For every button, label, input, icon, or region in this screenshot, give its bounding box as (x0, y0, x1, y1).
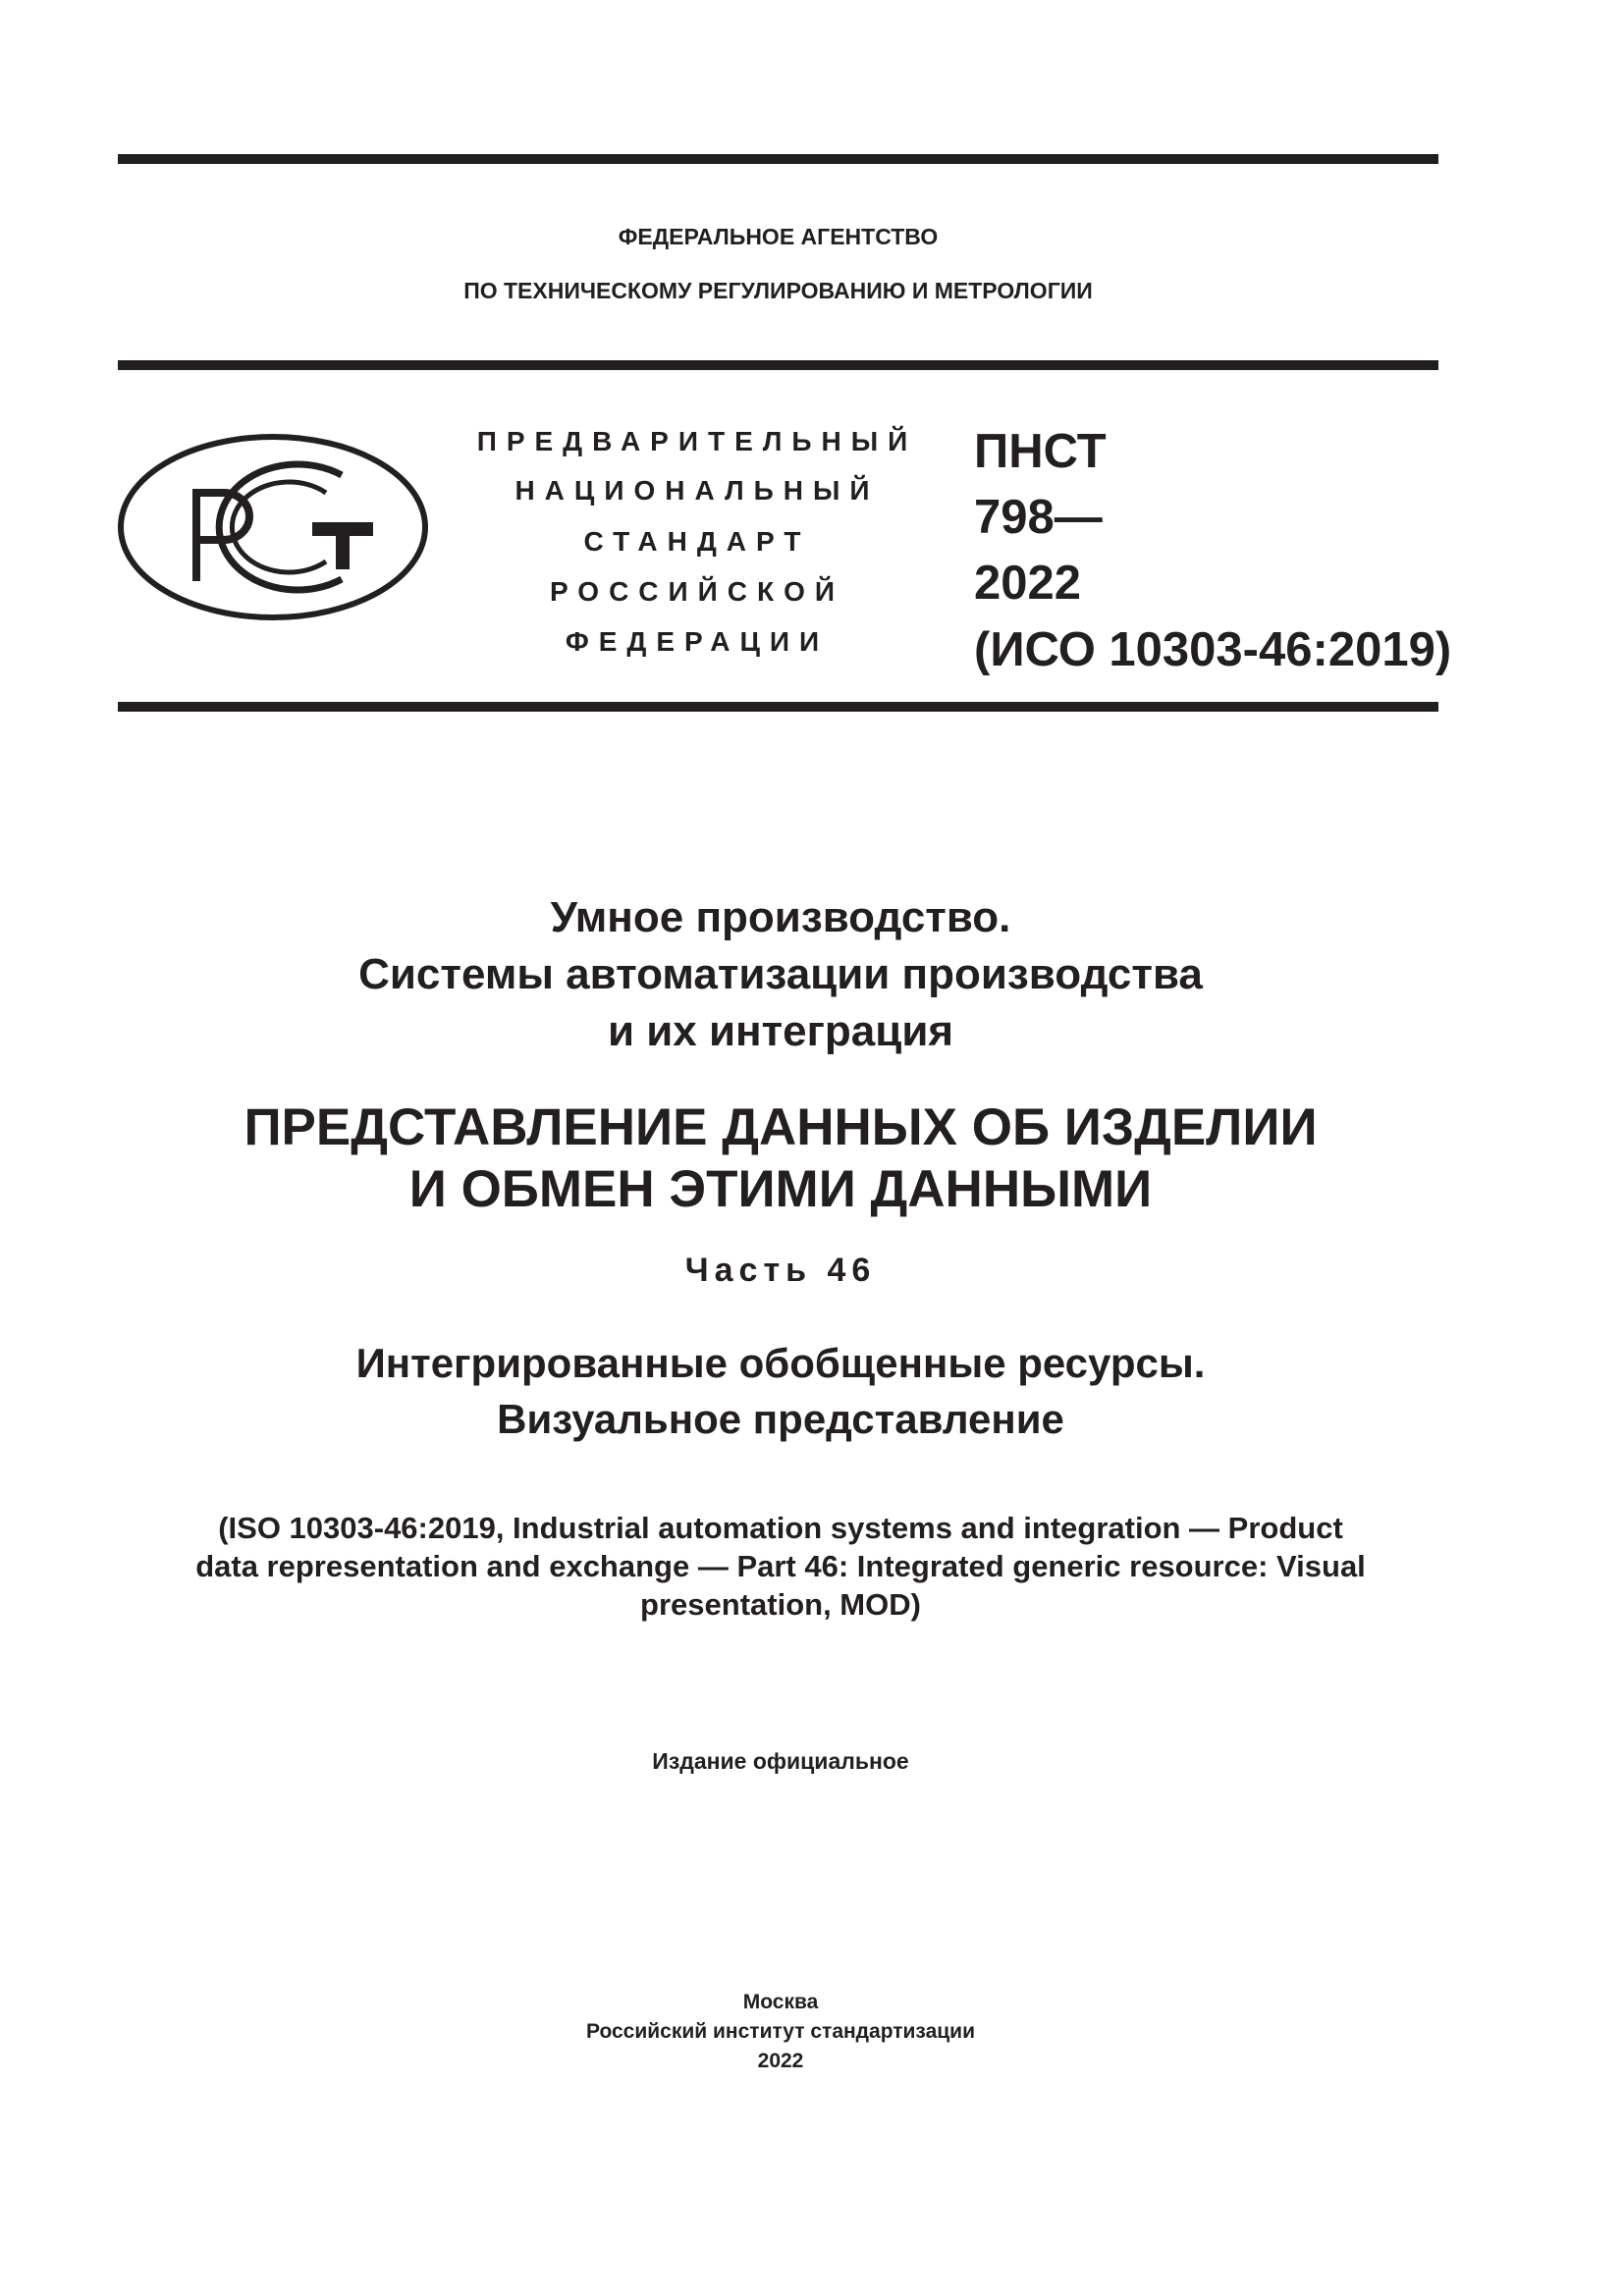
imprint-city: Москва (742, 1991, 819, 2013)
designation-line-3: 2022 (974, 557, 1082, 610)
designation-line-2: 798— (974, 491, 1103, 544)
imprint-year: 2022 (757, 2050, 804, 2072)
designation-line-1: ПНСТ (974, 425, 1107, 478)
agency-rule (118, 360, 1438, 370)
title-main-line-2: И ОБМЕН ЭТИМИ ДАННЫМИ (408, 1160, 1153, 1218)
iso-reference-line-2: data representation and exchange — Part 46: Integrated generic resource: Visual (195, 1549, 1366, 1583)
title-sub-line-2: Визуальное представление (497, 1396, 1064, 1442)
title-group-line-1: Умное производство. (550, 893, 1011, 941)
agency-line-2: ПО ТЕХНИЧЕСКОМУ РЕГУЛИРОВАНИЮ И МЕТРОЛОГИИ (463, 278, 1093, 303)
title-group-line-2: Системы автоматизации производства (358, 950, 1203, 998)
edition-label: Издание официальное (652, 1748, 909, 1774)
standard-type-line-3: СТАНДАРТ (583, 526, 811, 557)
header-bottom-rule (118, 702, 1438, 712)
iso-reference-line-3: presentation, MOD) (640, 1587, 921, 1622)
standard-type-line-4: РОССИЙСКОЙ (550, 576, 844, 607)
rst-logo-icon (116, 432, 430, 623)
standard-type-line-1: ПРЕДВАРИТЕЛЬНЫЙ (476, 426, 918, 456)
standard-type-line-2: НАЦИОНАЛЬНЫЙ (514, 475, 880, 506)
designation-line-4: (ИСО 10303-46:2019) (974, 623, 1452, 676)
title-sub-line-1: Интегрированные обобщенные ресурсы. (355, 1340, 1206, 1386)
imprint-publisher: Российский институт стандартизации (585, 2020, 976, 2043)
iso-reference-line-1: (ISO 10303-46:2019, Industrial automation systems and integration — Product (218, 1511, 1343, 1545)
agency-line-1: ФЕДЕРАЛЬНОЕ АГЕНТСТВО (618, 224, 939, 249)
standard-type-line-5: ФЕДЕРАЦИИ (565, 626, 830, 657)
title-group-line-3: и их интеграция (607, 1007, 954, 1055)
title-part: Часть 46 (684, 1252, 877, 1289)
title-main-line-1: ПРЕДСТАВЛЕНИЕ ДАННЫХ ОБ ИЗДЕЛИИ (244, 1098, 1318, 1156)
top-rule (118, 154, 1438, 164)
